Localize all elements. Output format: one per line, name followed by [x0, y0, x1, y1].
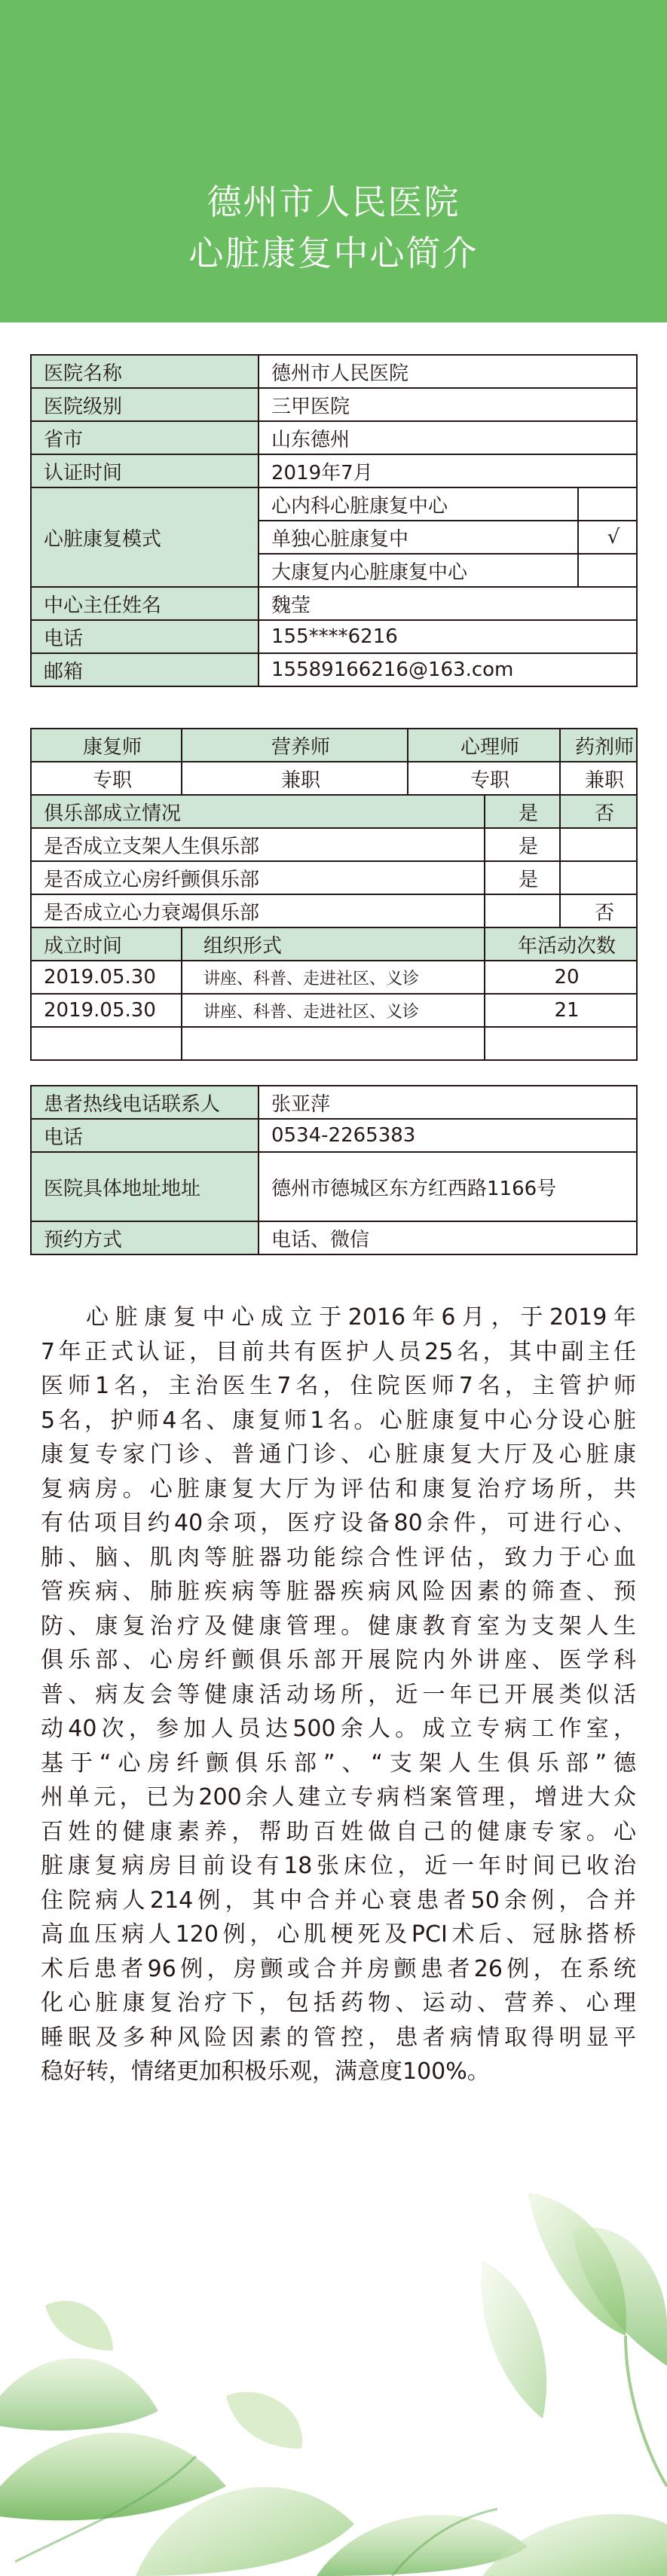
- article-line: 医师1名，主治医生7名，住院医师7名，主管护师: [41, 1373, 636, 1399]
- staff-value: 兼职: [560, 762, 637, 795]
- rehab-mode-check: √: [578, 521, 637, 554]
- article-line: 州单元，已为200余人建立专病档案管理，增进大众: [41, 1784, 636, 1811]
- table-row: [31, 1086, 637, 1119]
- activity-count: 21: [485, 994, 637, 1027]
- club-yes: [485, 894, 560, 927]
- activity-date: 2019.05.30: [31, 961, 182, 994]
- rehab-mode-option: 大康复内心脏康复中心: [259, 554, 578, 587]
- clubs-header-yes: 是: [485, 795, 560, 828]
- article-line: 术后患者96例，房颤或合并房颤患者26例，在系统: [41, 1955, 636, 1982]
- address-label: 医院具体地址地址: [31, 1152, 259, 1221]
- table-row: [31, 894, 637, 927]
- table-row: [31, 828, 637, 861]
- table-row: [31, 355, 637, 388]
- table-row: [31, 1221, 637, 1254]
- hotline-contact-label: 患者热线电话联系人: [31, 1086, 259, 1119]
- article-line: 化心脏康复治疗下，包括药物、运动、营养、心理: [41, 1990, 636, 2016]
- page-title-center: 心脏康复中心简介: [188, 233, 479, 273]
- phone-label: 电话: [31, 620, 259, 653]
- article-line: 稳好转，情绪更加积极乐观，满意度100%。: [41, 2058, 490, 2085]
- table-row: [31, 388, 637, 421]
- email-value: 15589166216@163.com: [259, 653, 637, 686]
- staff-value: 兼职: [182, 762, 408, 795]
- table-row: [31, 1119, 637, 1152]
- table-row: [31, 961, 637, 994]
- cert-time-label: 认证时间: [31, 454, 259, 487]
- club-label: 是否成立心房纤颤俱乐部: [31, 861, 485, 894]
- hospital-name-label: 医院名称: [31, 355, 259, 388]
- clubs-header-no: 否: [560, 795, 637, 828]
- article-line: 心脏康复中心成立于2016年6月，于2019年: [86, 1304, 636, 1331]
- staff-clubs-table: [30, 728, 638, 1061]
- table-row: [31, 487, 637, 521]
- club-no: [560, 828, 637, 861]
- staff-value: 专职: [408, 762, 560, 795]
- table-row: [31, 421, 637, 454]
- article-line: 7年正式认证，目前共有医护人员25名，其中副主任: [41, 1338, 636, 1365]
- hospital-level-value: 三甲医院: [259, 388, 637, 421]
- club-label: 是否成立支架人生俱乐部: [31, 828, 485, 861]
- header-banner: [0, 0, 667, 322]
- table-row: [31, 653, 637, 686]
- club-label: 是否成立心力衰竭俱乐部: [31, 894, 485, 927]
- booking-value: 电话、微信: [259, 1221, 637, 1254]
- article-line: 防、康复治疗及健康管理。健康教育室为支架人生: [41, 1612, 636, 1639]
- table-row: [31, 927, 637, 961]
- table-row: [31, 1027, 637, 1060]
- director-label: 中心主任姓名: [31, 587, 259, 620]
- staff-header: 药剂师: [560, 729, 637, 762]
- club-yes: 是: [485, 861, 560, 894]
- article-line: 脏康复病房目前设有18张床位，近一年时间已收治: [41, 1853, 636, 1879]
- staff-header: 康复师: [31, 729, 182, 762]
- activity-header: 组织形式: [182, 927, 485, 961]
- empty-cell: [485, 1027, 637, 1060]
- activity-header: 成立时间: [31, 927, 182, 961]
- table-row: [31, 587, 637, 620]
- staff-header: 心理师: [408, 729, 560, 762]
- article-line: 复病房。心脏康复大厅为评估和康复治疗场所，共: [41, 1475, 636, 1502]
- activity-form: 讲座、科普、走进社区、义诊: [182, 961, 485, 994]
- table-row: [31, 994, 637, 1027]
- article-line: 肺、脑、肌肉等脏器功能综合性评估，致力于心血: [41, 1544, 636, 1571]
- director-value: 魏莹: [259, 587, 637, 620]
- rehab-mode-option: 单独心脏康复中: [259, 521, 578, 554]
- article-line: 高血压病人120例，心肌梗死及PCI术后、冠脉搭桥: [41, 1921, 636, 1948]
- activity-date: 2019.05.30: [31, 994, 182, 1027]
- article-line: 百姓的健康素养，帮助百姓做自己的健康专家。心: [41, 1818, 636, 1845]
- article-line: 管疾病、肺脏疾病等脏器疾病风险因素的筛查、预: [41, 1578, 636, 1605]
- clubs-header-label: 俱乐部成立情况: [31, 795, 485, 828]
- article-line: 俱乐部、心房纤颤俱乐部开展院内外讲座、医学科: [41, 1647, 636, 1673]
- table-row: [31, 729, 637, 762]
- booking-label: 预约方式: [31, 1221, 259, 1254]
- club-no: [560, 861, 637, 894]
- contact-phone-label: 电话: [31, 1119, 259, 1152]
- basic-info-table: [30, 354, 638, 687]
- rehab-mode-check: [578, 554, 637, 587]
- activity-count: 20: [485, 961, 637, 994]
- staff-header: 营养师: [182, 729, 408, 762]
- table-row: [31, 861, 637, 894]
- table-row: [31, 795, 637, 828]
- activity-header: 年活动次数: [485, 927, 637, 961]
- club-no: 否: [560, 894, 637, 927]
- contact-table: [30, 1085, 638, 1255]
- article-line: 睡眠及多种风险因素的管控，患者病情取得明显平: [41, 2024, 636, 2051]
- address-value: 德州市德城区东方红西路1166号: [259, 1152, 637, 1221]
- green-leaf-watercolor-icon: [0, 2170, 667, 2576]
- table-row: [31, 1152, 637, 1221]
- cert-time-value: 2019年7月: [259, 454, 637, 487]
- province-city-label: 省市: [31, 421, 259, 454]
- province-city-value: 山东德州: [259, 421, 637, 454]
- rehab-mode-option: 心内科心脏康复中心: [259, 487, 578, 521]
- article-line: 基于“心房纤颤俱乐部”、“支架人生俱乐部”德: [41, 1749, 636, 1777]
- empty-cell: [182, 1027, 485, 1060]
- activity-form: 讲座、科普、走进社区、义诊: [182, 994, 485, 1027]
- article-line: 5名，护师4名、康复师1名。心脏康复中心分设心脏: [41, 1407, 636, 1434]
- empty-cell: [31, 1027, 182, 1060]
- article-line: 普、病友会等健康活动场所，近一年已开展类似活: [41, 1681, 636, 1708]
- table-row: [31, 762, 637, 795]
- staff-value: 专职: [31, 762, 182, 795]
- hotline-contact-value: 张亚萍: [259, 1086, 637, 1119]
- article-line: 住院病人214例，其中合并心衰患者50余例，合并: [41, 1887, 636, 1914]
- article-line: 康复专家门诊、普通门诊、心脏康复大厅及心脏康: [41, 1441, 636, 1468]
- table-row: [31, 620, 637, 653]
- article-line: 动40次，参加人员达500余人。成立专病工作室，: [41, 1716, 636, 1742]
- contact-phone-value: 0534-2265383: [259, 1119, 637, 1152]
- table-row: [31, 454, 637, 487]
- email-label: 邮箱: [31, 653, 259, 686]
- hospital-name-value: 德州市人民医院: [259, 355, 637, 388]
- phone-value: 155****6216: [259, 620, 637, 653]
- hospital-level-label: 医院级别: [31, 388, 259, 421]
- intro-article: [41, 1300, 636, 2089]
- club-yes: 是: [485, 828, 560, 861]
- rehab-mode-check: [578, 487, 637, 521]
- article-line: 有估项目约40余项，医疗设备80余件，可进行心、: [41, 1510, 636, 1536]
- page-title-hospital: 德州市人民医院: [207, 182, 460, 222]
- rehab-mode-label: 心脏康复模式: [31, 487, 259, 587]
